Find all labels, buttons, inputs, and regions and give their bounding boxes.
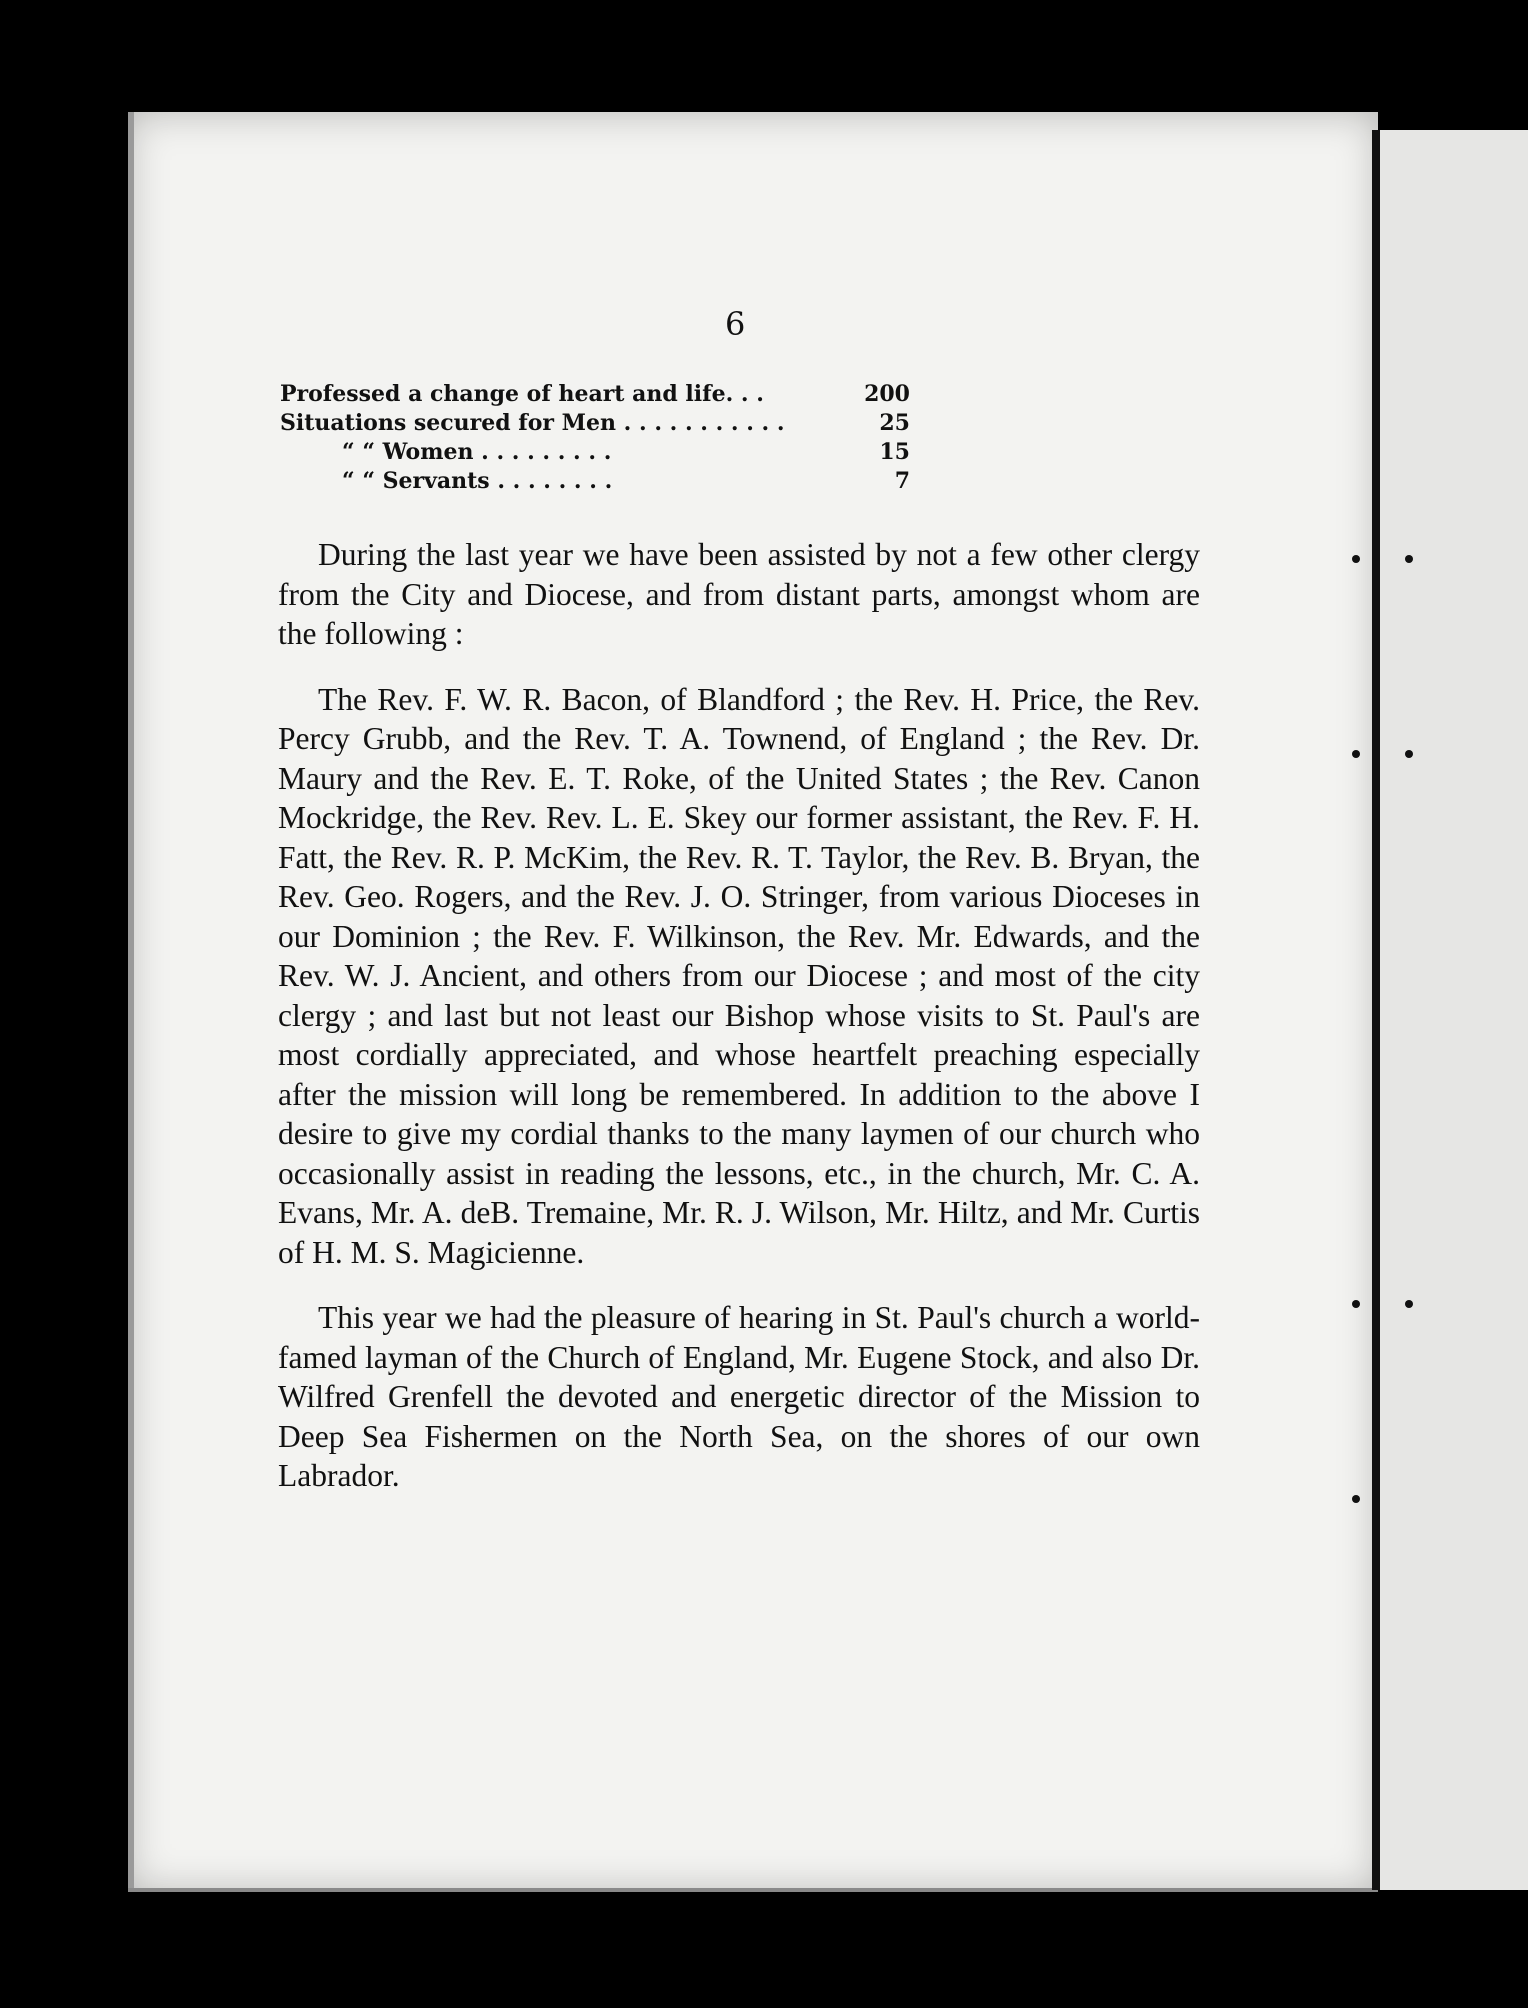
statistics-table bbox=[280, 380, 910, 496]
stat-value: 7 bbox=[894, 468, 910, 494]
stat-label: Professed a change of heart and life. . . bbox=[280, 381, 764, 407]
stat-value: 200 bbox=[864, 381, 910, 407]
binding-stitch-mark bbox=[1405, 555, 1413, 563]
page-number: 6 bbox=[725, 305, 746, 343]
stat-value: 15 bbox=[879, 439, 910, 465]
stat-label: “ “ Servants . . . . . . . . bbox=[342, 468, 613, 494]
stat-label: “ “ Women . . . . . . . . . bbox=[342, 439, 612, 465]
facing-page-edge bbox=[1380, 130, 1528, 1890]
paragraph: The Rev. F. W. R. Bacon, of Blandford ; the Rev. H. Price, the Rev. Percy Grubb, and the Rev. T. A. Townend, of England ; the Rev. Dr. Maury and the Rev. E. T. Roke, of the United States ; the Rev. Canon Mockridge, the Rev. Rev. L. E. Skey our former assistant, the Rev. F. H. Fatt, the Rev. R. P. McKim, the Rev. R. T. Taylor, the Rev. B. Bryan, the Rev. Geo. Rogers, and the Rev. J. O. Stringer, from various Dioceses in our Dominion ; the Rev. F. Wilkinson, the Rev. Mr. Edwards, and the Rev. W. J. Ancient, and others from our Diocese ; and most of the city clergy ; and last but not least our Bishop whose visits to St. Paul's are most cordially appreciated, and whose heartfelt preaching especially after the mission will long be remembered. In addition to the above I desire to give my cordial thanks to the many laymen of our church who occasionally assist in reading the lessons, etc., in the church, Mr. C. A. Evans, Mr. A. deB. Tremaine, Mr. R. J. Wilson, Mr. Hiltz, and Mr. Curtis of H. M. S. Magicienne. bbox=[278, 681, 1200, 1270]
binding-stitch-mark bbox=[1352, 750, 1360, 758]
binding-stitch-mark bbox=[1405, 750, 1413, 758]
binding-stitch-mark bbox=[1352, 1495, 1360, 1503]
stat-label: Situations secured for Men . . . . . . . . . . . bbox=[280, 410, 785, 436]
binding-spine bbox=[1372, 130, 1380, 1890]
stat-row bbox=[280, 409, 910, 438]
binding-stitch-mark bbox=[1352, 555, 1360, 563]
stat-row bbox=[280, 467, 910, 496]
stat-row bbox=[280, 380, 910, 409]
stat-value: 25 bbox=[879, 410, 910, 436]
paragraph: During the last year we have been assisted by not a few other clergy from the City and Diocese, and from distant parts, amongst whom are the following : bbox=[278, 537, 1200, 651]
paragraph: This year we had the pleasure of hearing in St. Paul's church a world-famed layman of the Church of England, Mr. Eugene Stock, and also Dr. Wilfred Grenfell the devoted and energetic director of the Mission to Deep Sea Fishermen on the North Sea, on the shores of our own Labrador. bbox=[278, 1300, 1200, 1493]
binding-stitch-mark bbox=[1352, 1300, 1360, 1308]
stat-row bbox=[280, 438, 910, 467]
body-text bbox=[278, 535, 1200, 1522]
binding-stitch-mark bbox=[1405, 1300, 1413, 1308]
